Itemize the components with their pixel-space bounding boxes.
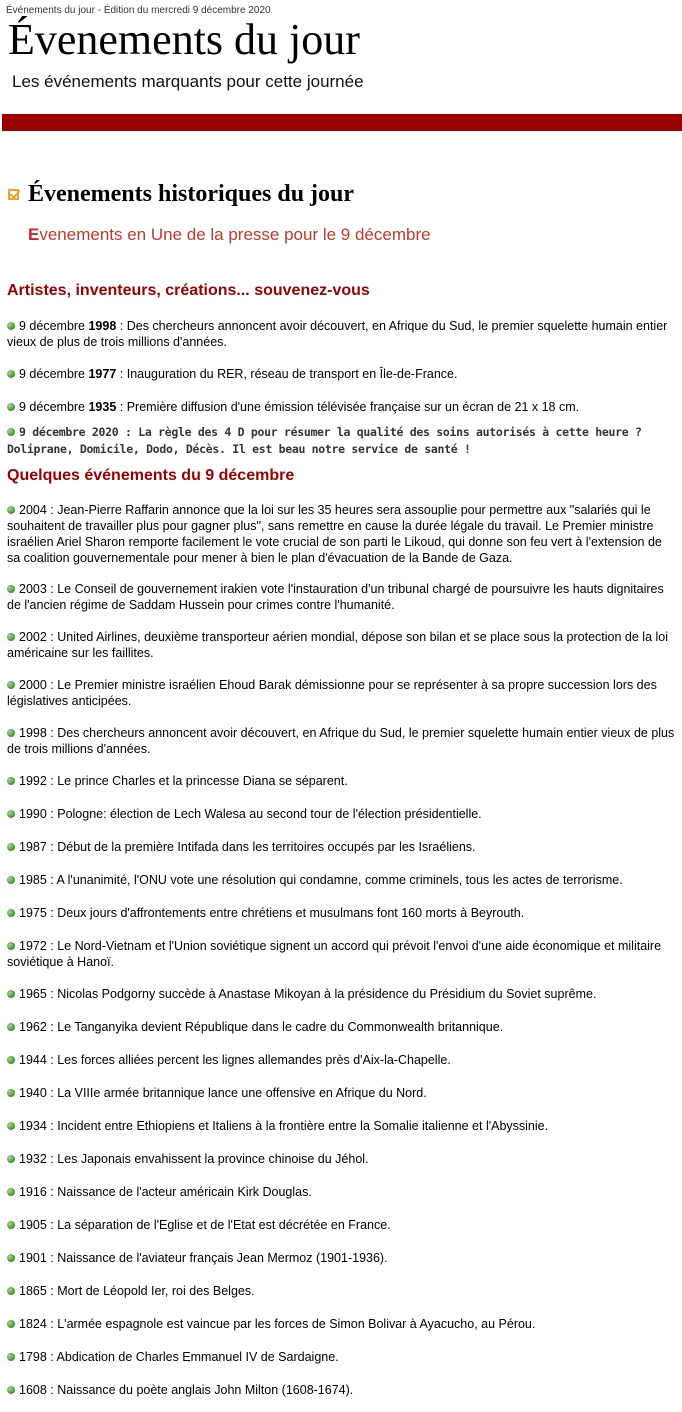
list-item — [7, 1250, 675, 1266]
list-item — [7, 938, 675, 970]
list-item-special: 9 décembre 2020 : La règle des 4 D pour résumer la qualité des soins autorisés à cette heure ? Doliprane, Domicile, Dodo, Décès. Il est beau notre service de santé ! — [7, 425, 642, 456]
events-heading: Quelques événements du 9 décembre — [7, 467, 295, 484]
bullet-icon — [7, 942, 15, 950]
event-text: 1985 : A l'unanimité, l'ONU vote une résolution qui condamne, comme criminels, tous les actes de terrorisme. — [19, 873, 623, 887]
bullet-icon — [7, 633, 15, 641]
event-text: 1962 : Le Tanganyika devient République dans le cadre du Commonwealth britannique. — [19, 1020, 504, 1034]
bullet-icon — [7, 322, 15, 330]
event-text: 1987 : Début de la première Intifada dans les territoires occupés par les Israéliens. — [19, 840, 476, 854]
list-item — [7, 1019, 675, 1035]
event-text: 1944 : Les forces alliées percent les lignes allemandes près d'Aix-la-Chapelle. — [19, 1053, 451, 1067]
list-item — [7, 1382, 675, 1398]
event-text: 1972 : Le Nord-Vietnam et l'Union soviétique signent un accord qui prévoit l'envoi d'une aide économique et militaire soviétique à Hanoï. — [7, 939, 662, 969]
list-item — [7, 1184, 675, 1200]
bullet-icon — [7, 1155, 15, 1163]
list-item: 9 décembre 1935 : Première diffusion d'une émission télévisée française sur un écran de 21 x 18 cm. — [7, 399, 675, 415]
list-item — [7, 1052, 675, 1068]
event-text: 1865 : Mort de Léopold Ier, roi des Belges. — [19, 1284, 255, 1298]
bullet-icon — [7, 681, 15, 689]
bullet-icon — [7, 428, 15, 436]
bullet-icon — [7, 1188, 15, 1196]
event-text: 2004 : Jean-Pierre Raffarin annonce que la loi sur les 35 heures sera assouplie pour permettre aux "salariés qui le souhaitent de travailler plus pour gagner plus", sans remettre en cause la durée légale du travail. Le Premier ministre israélien Ariel Sharon remporte facilement le vote crucial de son parti le Likoud, qui donne son feu vert à l'extension de sa coalition gouvernementale pour mener à bien le plan d'évacuation de la Bande de Gaza. — [7, 503, 662, 565]
list-item — [7, 905, 675, 921]
bullet-icon — [7, 1287, 15, 1295]
list-item — [7, 677, 675, 709]
section-title: Évenements historiques du jour — [28, 181, 355, 207]
bullet-icon — [7, 1320, 15, 1328]
bullet-icon — [7, 1089, 15, 1097]
list-item: 9 décembre 1977 : Inauguration du RER, réseau de transport en Île-de-France. — [7, 366, 675, 382]
list-item — [7, 581, 675, 613]
bullet-icon — [7, 1386, 15, 1394]
press-front-pages-link[interactable] — [28, 225, 431, 245]
event-text: 1824 : L'armée espagnole est vaincue par les forces de Simon Bolivar à Ayacucho, au Pérou. — [19, 1317, 536, 1331]
bullet-icon — [7, 1122, 15, 1130]
list-item — [7, 725, 675, 757]
list-item — [7, 629, 675, 661]
bullet-icon — [7, 1056, 15, 1064]
bullet-icon — [7, 370, 15, 378]
bullet-icon — [7, 843, 15, 851]
bullet-icon — [7, 403, 15, 411]
event-text: 1905 : La séparation de l'Eglise et de l'Etat est décrétée en France. — [19, 1218, 391, 1232]
event-text: 1998 : Des chercheurs annoncent avoir découvert, en Afrique du Sud, le premier squelette humain entier vieux de plus de trois millions d'années. — [7, 726, 675, 756]
event-text: 1975 : Deux jours d'affrontements entre chrétiens et musulmans font 160 morts à Beyrouth. — [19, 906, 525, 920]
bullet-icon — [7, 1254, 15, 1262]
page-title: Évenements du jour — [8, 15, 360, 64]
list-item — [7, 502, 675, 566]
event-text: 1940 : La VIIIe armée britannique lance une offensive en Afrique du Nord. — [19, 1086, 427, 1100]
bullet-icon — [7, 876, 15, 884]
bullet-icon — [7, 506, 15, 514]
bullet-icon — [7, 1023, 15, 1031]
event-text: 1901 : Naissance de l'aviateur français Jean Mermoz (1901-1936). — [19, 1251, 388, 1265]
event-text: 1934 : Incident entre Ethiopiens et Italiens à la frontière entre la Somalie italienne et l'Abyssinie. — [19, 1119, 549, 1133]
bullet-icon — [7, 990, 15, 998]
artists-heading: Artistes, inventeurs, créations... souvenez-vous — [7, 282, 370, 299]
event-text: 1916 : Naissance de l'acteur américain Kirk Douglas. — [19, 1185, 312, 1199]
bullet-icon — [7, 777, 15, 785]
bullet-icon — [7, 810, 15, 818]
press-link-initial: E — [28, 225, 40, 244]
event-text: 2002 : United Airlines, deuxième transporteur aérien mondial, dépose son bilan et se place sous la protection de la loi américaine sur les faillites. — [7, 630, 669, 660]
list-item — [7, 986, 675, 1002]
edition-line: Événements du jour - Édition du mercredi 9 décembre 2020 — [6, 5, 271, 16]
bullet-icon — [7, 909, 15, 917]
list-item — [7, 1151, 675, 1167]
event-text: 1608 : Naissance du poète anglais John Milton (1608-1674). — [19, 1383, 354, 1397]
list-item — [7, 773, 675, 789]
list-item — [7, 1118, 675, 1134]
event-text: 1932 : Les Japonais envahissent la province chinoise du Jéhol. — [19, 1152, 369, 1166]
event-text: 1965 : Nicolas Podgorny succède à Anastase Mikoyan à la présidence du Présidium du Soviet suprême. — [19, 987, 597, 1001]
event-text: 2003 : Le Conseil de gouvernement irakien vote l'instauration d'un tribunal chargé de poursuivre les hauts dignitaires de l'ancien régime de Saddam Hussein pour crimes contre l'humanité. — [7, 582, 664, 612]
list-item — [7, 1349, 675, 1365]
page-subtitle: Les événements marquants pour cette journée — [12, 72, 364, 91]
list-item — [7, 1085, 675, 1101]
bullet-icon — [7, 729, 15, 737]
list-item: 9 décembre 1998 : Des chercheurs annoncent avoir découvert, en Afrique du Sud, le premier squelette humain entier vieux de plus de trois millions d'années. — [7, 319, 668, 349]
checkbox-icon — [8, 189, 19, 200]
bullet-icon — [7, 1353, 15, 1361]
list-item — [7, 839, 675, 855]
press-link-text: venements en Une de la presse pour le 9 décembre — [39, 225, 431, 244]
list-item — [7, 1283, 675, 1299]
bullet-icon — [7, 1221, 15, 1229]
header-banner — [2, 114, 682, 131]
event-text: 1990 : Pologne: élection de Lech Walesa au second tour de l'élection présidentielle. — [19, 807, 482, 821]
event-text: 2000 : Le Premier ministre israélien Ehoud Barak démissionne pour se représenter à sa propre succession lors des législatives anticipées. — [7, 678, 657, 708]
bullet-icon — [7, 585, 15, 593]
list-item — [7, 1217, 675, 1233]
event-text: 1798 : Abdication de Charles Emmanuel IV de Sardaigne. — [19, 1350, 339, 1364]
list-item — [7, 806, 675, 822]
list-item — [7, 1316, 675, 1332]
list-item — [7, 872, 675, 888]
event-text: 1992 : Le prince Charles et la princesse Diana se séparent. — [19, 774, 348, 788]
